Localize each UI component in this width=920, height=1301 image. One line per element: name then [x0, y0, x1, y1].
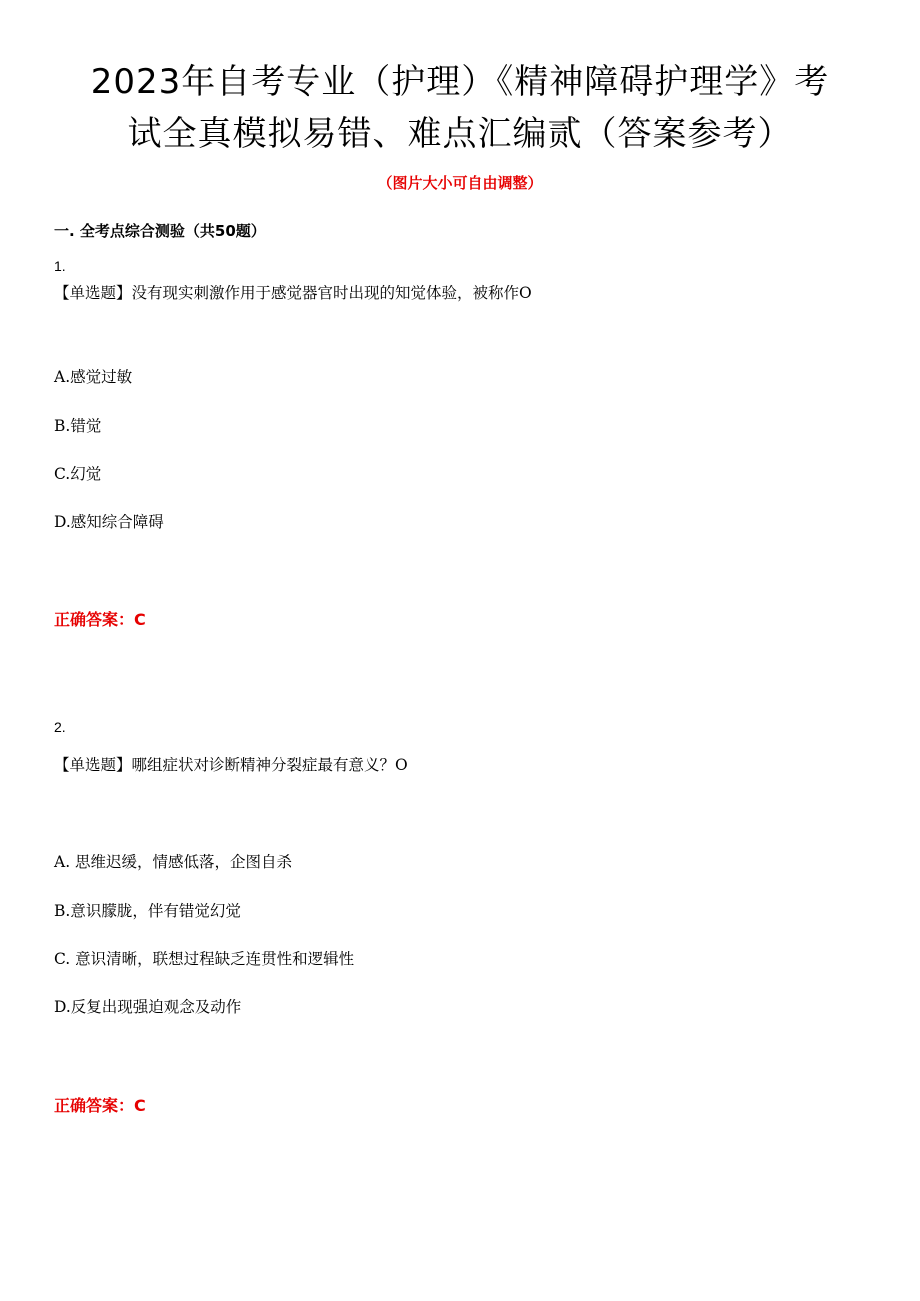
subtitle-note: （图片大小可自由调整）	[377, 174, 543, 192]
question-1-option-b: B.错觉	[54, 417, 102, 435]
title-line-2: 试全真模拟易错、难点汇编贰（答案参考）	[127, 114, 793, 154]
question-2-option-a: A. 思维迟缓，情感低落，企图自杀	[54, 853, 293, 871]
question-1-option-a: A.感觉过敏	[54, 368, 133, 386]
question-2-answer: 正确答案：C	[54, 1096, 146, 1115]
question-1-number: 1.	[54, 258, 66, 274]
question-2-number: 2.	[54, 719, 66, 735]
question-2-option-c: C. 意识清晰，联想过程缺乏连贯性和逻辑性	[54, 950, 355, 968]
question-1-option-d: D.感知综合障碍	[54, 513, 164, 531]
document-title	[40, 56, 880, 160]
question-2-option-b: B.意识朦胧，伴有错觉幻觉	[54, 902, 241, 920]
question-1-stem: 【单选题】没有现实刺激作用于感觉器官时出现的知觉体验，被称作O	[54, 284, 532, 302]
question-1-option-c: C.幻觉	[54, 465, 102, 483]
title-line-1: 2023年自考专业（护理）《精神障碍护理学》考	[90, 62, 830, 102]
question-1-answer: 正确答案：C	[54, 610, 146, 629]
question-2-stem: 【单选题】哪组症状对诊断精神分裂症最有意义？O	[54, 756, 408, 774]
section-heading: 一. 全考点综合测验（共50题）	[54, 222, 266, 240]
question-2-option-d: D.反复出现强迫观念及动作	[54, 998, 242, 1016]
